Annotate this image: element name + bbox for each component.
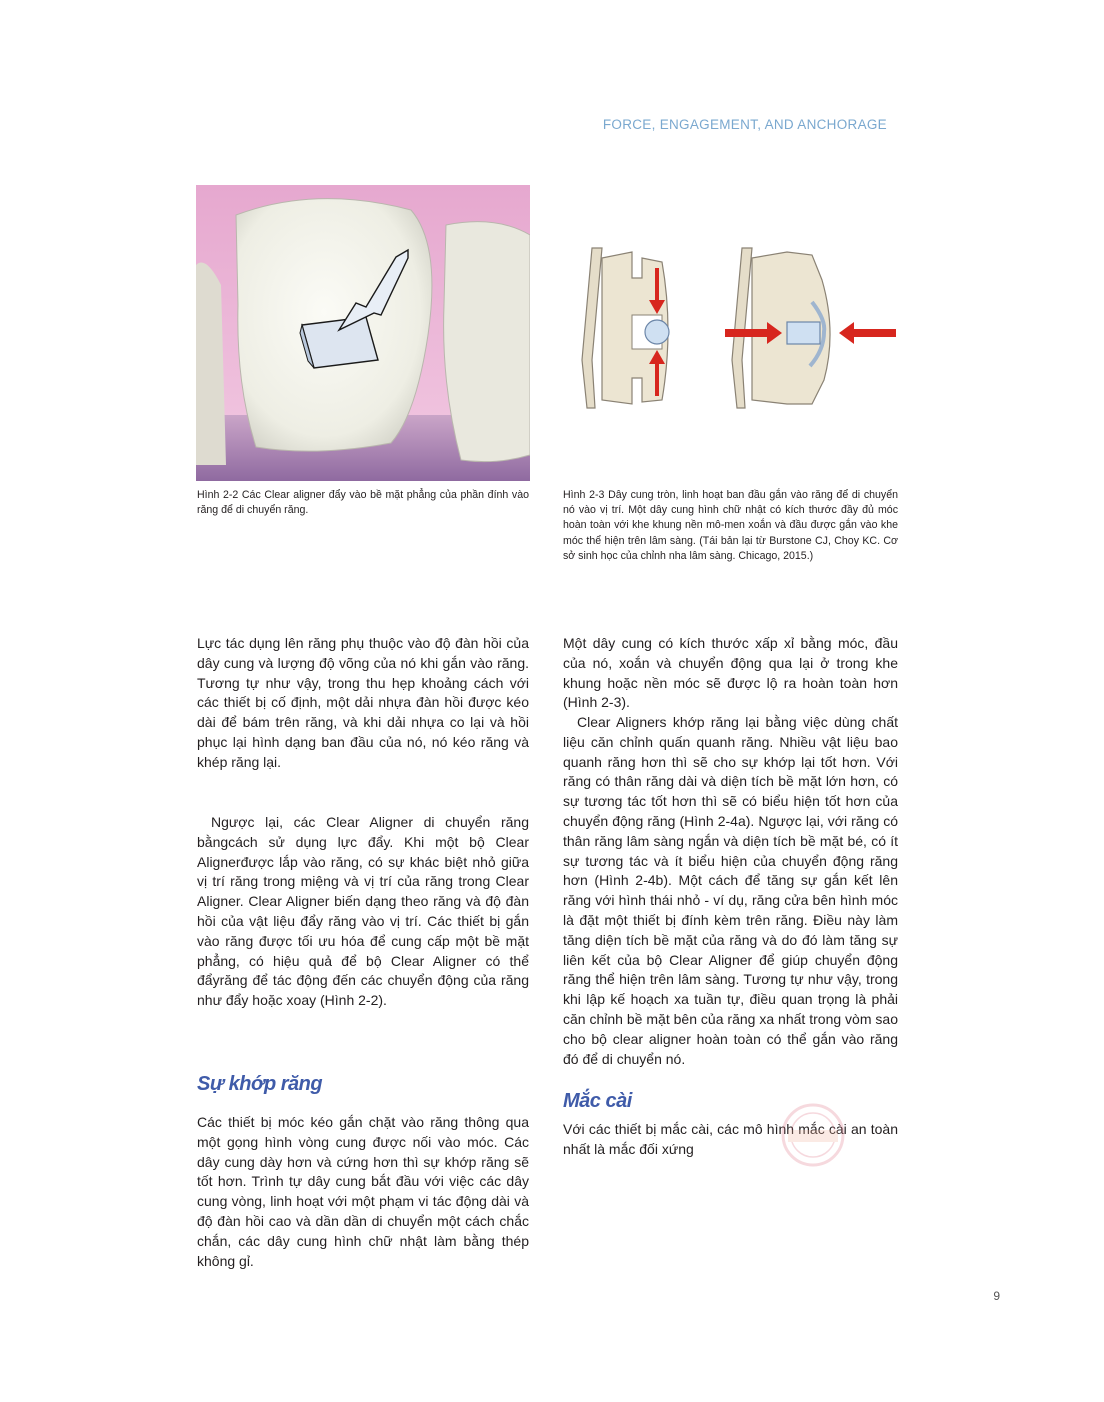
section-heading-engagement: Sự khớp răng	[197, 1073, 323, 1095]
section-heading-brackets: Mắc cài	[563, 1090, 632, 1112]
figure-2-2-caption: Hình 2-2 Các Clear aligner đẩy vào bề mặt phẳng của phần đính vào răng để di chuyển răng.	[197, 489, 529, 517]
page-number: 9	[993, 1289, 1000, 1303]
left-paragraph-3: Các thiết bị móc kéo gắn chặt vào răng thông qua một gọng hình vòng cung được nối vào móc. Các dây cung dày hơn và cứng hơn thì sự khớp răng sẽ tốt hơn. Trình tự dây cung bắt đầu với việc các dây cung vòng, linh hoạt với một phạm vi tác động dài và độ đàn hồi cao và dần dần di chuyển một cách chắc chắn, các dây cung hình chữ nhật làm bằng thép không gỉ.	[197, 1114, 529, 1269]
right-paragraph-2: Clear Aligners khớp răng lại bằng việc dùng chất liệu căn chỉnh quấn quanh răng. Nhiều vật liệu bao quanh răng hơn thì sẽ cho sự khớp lại tốt hơn. Với răng có thân răng dài và diện tích bề mặt lớn hơn, có sự tương tác tốt hơn thì sẽ có biểu hiện tốt hơn của chuyển động răng (Hình 2-4a). Ngược lại, với răng có thân răng lâm sàng ngắn và diện tích bề mặt bé, có ít sự tương tác và ít biểu hiện của chuyển động răng hơn (Hình 2-4b). Một cách để tăng sự gắn kết lên răng với hình thái nhỏ - ví dụ, răng cửa bên hình móc là đặt một thiết bị đính kèm trên răng. Điều này làm tăng diện tích bề mặt của răng và do đó làm tăng sự liên kết của bộ Clear Aligner để giúp chuyển động răng thể hiện trên lâm sàng. Tương tự như vậy, trong khi lập kế hoạch xa tuần tự, điều quan trọng là phải căn chỉnh bề mặt bên của răng xa nhất trong vòm sao cho bộ clear aligner hoàn toàn có thể gắn vào răng đó để di chuyển nó.	[563, 714, 898, 1067]
bracket-wire-drawing	[562, 240, 902, 416]
bracket-rectangular-wire	[725, 248, 896, 408]
bracket-round-wire	[582, 248, 669, 408]
figure-2-2-tooth-illustration	[196, 185, 530, 481]
left-paragraph-2: Ngược lại, các Clear Aligner di chuyển răng bằngcách sử dụng lực đẩy. Khi một bộ Clear Alignerđược lắp vào răng, có sự khác biệt nhỏ giữa vị trí răng trong miệng và vị trí của răng trong Clear Aligner. Clear Aligner biến dạng theo răng và độ đàn hồi của vật liệu đẩy răng vào vị trí. Các thiết bị gắn vào răng được tối ưu hóa để cung cấp một bề mặt phẳng, có hiệu quả để bộ Clear Aligner có thể đẩyrăng để tác động đến các chuyển động của răng như đẩy hoặc xoay (Hình 2-2).	[197, 814, 529, 1009]
figure-2-3-bracket-diagram	[562, 240, 902, 416]
right-paragraph-1: Một dây cung có kích thước xấp xỉ bằng móc, đầu của nó, xoắn và chuyển động qua lại ở trong khe khung hoặc nền móc sẽ được lộ ra hoàn toàn hơn (Hình 2-3).	[563, 635, 898, 711]
running-header: FORCE, ENGAGEMENT, AND ANCHORAGE	[602, 117, 887, 132]
tooth-attachment-drawing	[196, 185, 530, 481]
right-paragraph-3: Với các thiết bị mắc cài, các mô hình mắc cài an toàn nhất là mắc đối xứng	[563, 1121, 898, 1157]
left-paragraph-1: Lực tác dụng lên răng phụ thuộc vào độ đàn hồi của dây cung và lượng độ võng của nó khi gắn vào răng. Tương tự như vậy, trong thu hẹp khoảng cách với các thiết bị cố định, một dải nhựa đàn hồi được kéo dài để bám trên răng, và khi dải nhựa co lại và hồi phục lại hình dạng ban đầu của nó, nó kéo răng và khép răng lại.	[197, 635, 529, 770]
figure-2-3-caption: Hình 2-3 Dây cung tròn, linh hoạt ban đầu gắn vào răng để di chuyển nó vào vị trí. Một dây cung hình chữ nhật có kích thước đầy đủ móc hoàn toàn với khe khung nền mô-men xoắn và đầu được gắn vào khe móc thể hiện trên lâm sàng. (Tái bản lại từ Burstone CJ, Choy KC. Cơ sở sinh học của chỉnh nha lâm sàng. Chicago, 2015.)	[563, 489, 898, 562]
watermark-stamp-icon	[780, 1102, 846, 1168]
